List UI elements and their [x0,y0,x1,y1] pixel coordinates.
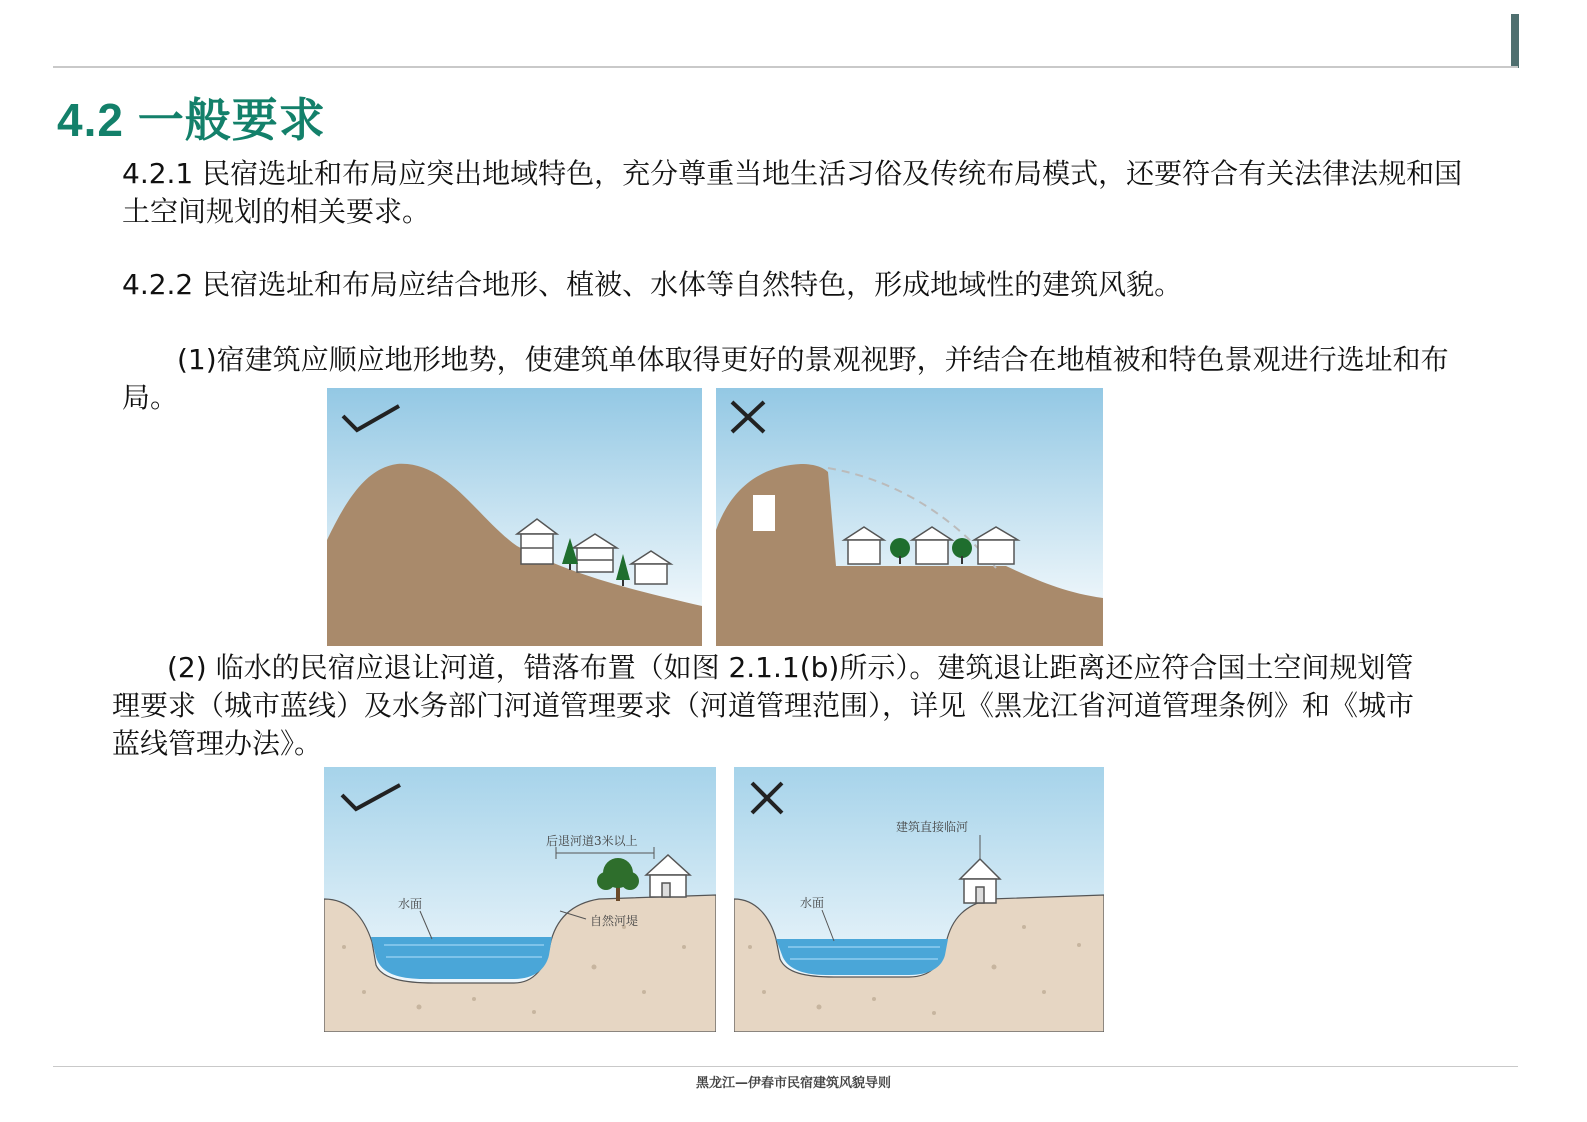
setback-label: 后退河道3米以上 [546,834,638,848]
header-accent-bar [1511,14,1519,68]
direct-riverside-label: 建筑直接临河 [896,820,969,834]
water-surface-label: 水面 [398,897,423,911]
riverbank-correct-figure [324,767,716,1032]
paragraph-4-2-1: 4.2.1 民宿选址和布局应突出地域特色，充分尊重当地生活习俗及传统布局模式，还要符合有关法律法规和国土空间规划的相关要求。 [122,157,1463,228]
paragraph-item-2: (2) 临水的民宿应退让河道，错落布置（如图 2.1.1(b)所示）。建筑退让距离还应符合国土空间规划管理要求（城市蓝线）及水务部门河道管理要求（河道管理范围），详见《黑龙江省河道管理条例》和《城市蓝线管理办法》。 [112,651,1415,760]
terrain-correct-figure [327,388,702,646]
terrain-wrong-figure [716,388,1103,646]
riverbank-wrong-figure [734,767,1104,1032]
header-divider [53,66,1518,68]
paragraph-4-2-2: 4.2.2 民宿选址和布局应结合地形、植被、水体等自然特色，形成地域性的建筑风貌。 [122,268,1183,301]
paragraph-item-1: (1)宿建筑应顺应地形地势，使建筑单体取得更好的景观视野，并结合在地植被和特色景观进行选址和布局。 [122,343,1449,414]
house-icon [844,527,1018,564]
water-surface-label: 水面 [800,896,825,910]
section-title: 4.2 一般要求 [57,94,326,146]
natural-bank-label: 自然河堤 [590,914,639,928]
footer-divider [53,1066,1518,1067]
footer-text: 黑龙江—伊春市民宿建筑风貌导则 [695,1076,891,1091]
